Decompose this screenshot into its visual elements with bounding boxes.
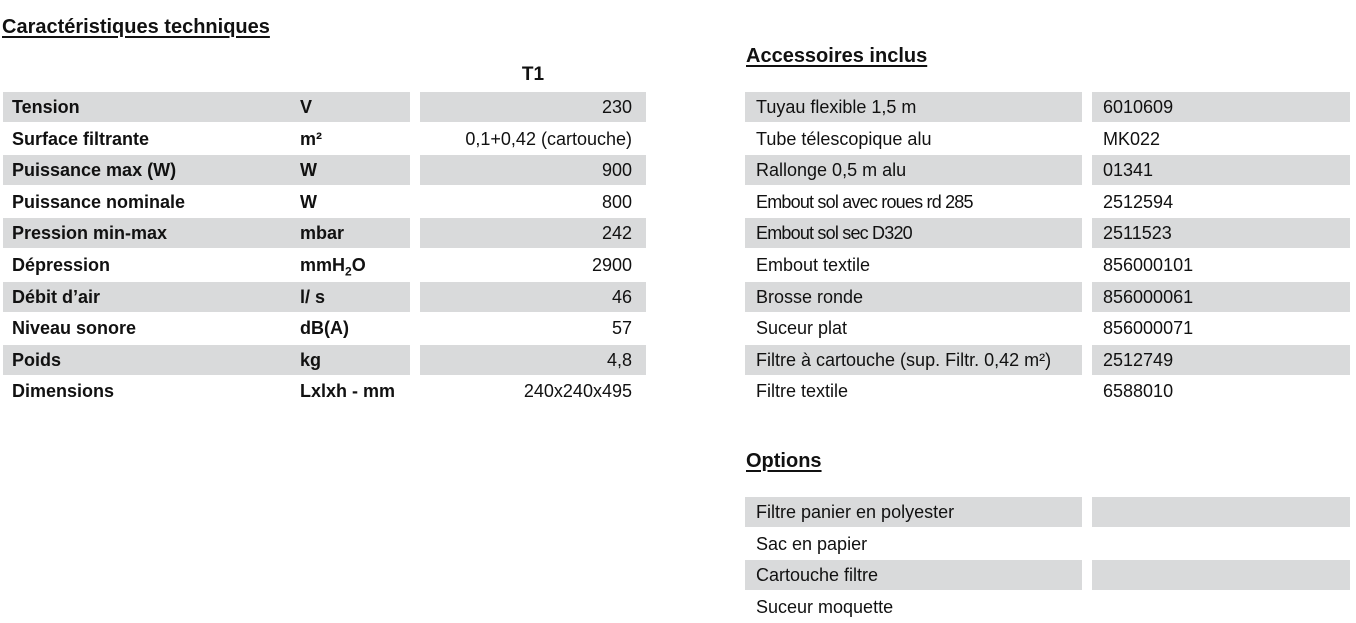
- spec-name: Tension: [3, 92, 410, 122]
- spec-value: 242: [420, 218, 646, 248]
- accessory-code: 856000071: [1103, 318, 1194, 339]
- option-label: Cartouche filtre: [745, 560, 1082, 590]
- accessory-code: 01341: [1092, 155, 1350, 185]
- spec-unit: m²: [300, 128, 322, 149]
- accessories-list: [745, 92, 1350, 408]
- spec-value: 800: [601, 191, 632, 212]
- table-row: [3, 376, 648, 408]
- option-code-empty: [1092, 560, 1350, 590]
- spec-unit: kg: [300, 349, 322, 370]
- option-code-empty: [1092, 497, 1350, 527]
- spec-unit: dB(A): [300, 318, 349, 339]
- spec-value: 900: [420, 155, 646, 185]
- accessory-code: MK022: [1103, 128, 1161, 149]
- options-title: Options: [746, 450, 822, 472]
- table-row: [3, 282, 648, 314]
- spec-name: Débit d’air: [3, 282, 410, 312]
- table-row: [3, 345, 648, 377]
- accessory-code: 6010609: [1092, 92, 1350, 122]
- spec-name: Puissance nominale: [12, 191, 186, 212]
- spec-name: Dimensions: [12, 381, 115, 402]
- list-item: [745, 497, 1350, 529]
- table-row: [3, 313, 648, 345]
- accessory-label: Filtre textile: [756, 381, 849, 402]
- list-item: [745, 155, 1350, 187]
- table-row: [3, 187, 648, 219]
- option-code-empty: [1092, 529, 1350, 559]
- spec-unit: W: [300, 191, 317, 212]
- spec-value: 240x240x495: [523, 381, 632, 402]
- accessory-label: Embout textile: [756, 254, 871, 275]
- accessory-label: Embout sol sec D320: [745, 218, 1082, 248]
- list-item: [745, 529, 1350, 561]
- table-row: [3, 218, 648, 250]
- spec-name: Dépression: [12, 254, 111, 275]
- option-label: Suceur moquette: [756, 596, 894, 617]
- option-label: Sac en papier: [756, 533, 868, 554]
- accessory-code: 2512749: [1092, 345, 1350, 375]
- list-item: [745, 560, 1350, 592]
- tech-specs-table: [3, 92, 648, 408]
- list-item: [745, 218, 1350, 250]
- table-row: [3, 124, 648, 156]
- spec-name: Puissance max (W): [3, 155, 410, 185]
- option-label: Filtre panier en polyester: [745, 497, 1082, 527]
- options-list: [745, 497, 1350, 623]
- list-item: [745, 187, 1350, 219]
- list-item: [745, 345, 1350, 377]
- list-item: [745, 124, 1350, 156]
- list-item: [745, 313, 1350, 345]
- accessory-label: Suceur plat: [756, 318, 848, 339]
- spec-name: Niveau sonore: [12, 318, 137, 339]
- unit-main: mmH: [300, 254, 346, 275]
- spec-value: 57: [611, 318, 632, 339]
- accessory-label: Brosse ronde: [745, 282, 1082, 312]
- model-header: T1: [521, 64, 545, 85]
- spec-value: 2900: [591, 254, 632, 275]
- list-item: [745, 250, 1350, 282]
- accessory-code: 2512594: [1103, 191, 1174, 212]
- accessory-code: 2511523: [1092, 218, 1350, 248]
- spec-value: 230: [420, 92, 646, 122]
- spec-unit: V: [300, 97, 313, 117]
- spec-unit: W: [300, 160, 317, 181]
- accessory-code: 856000061: [1092, 282, 1350, 312]
- spec-value: 0,1+0,42 (cartouche): [465, 128, 632, 149]
- accessory-code: 6588010: [1103, 381, 1174, 402]
- accessory-label: Rallonge 0,5 m alu: [745, 155, 1082, 185]
- spec-unit: l/ s: [300, 286, 326, 307]
- spec-name: Surface filtrante: [12, 128, 150, 149]
- spec-unit: [300, 250, 366, 280]
- spec-name: Pression min-max: [3, 218, 410, 248]
- spec-unit: Lxlxh - mm: [300, 381, 396, 402]
- table-row: [3, 250, 648, 282]
- tech-specs-title: Caractéristiques techniques: [2, 16, 270, 38]
- spec-unit: mbar: [300, 223, 345, 244]
- list-item: [745, 282, 1350, 314]
- accessories-title: Accessoires inclus: [746, 45, 928, 67]
- spec-value: 4,8: [420, 345, 646, 375]
- option-code-empty: [1092, 592, 1350, 622]
- unit-tail: O: [351, 254, 366, 275]
- accessory-label: Filtre à cartouche (sup. Filtr. 0,42 m²): [745, 345, 1082, 375]
- list-item: [745, 92, 1350, 124]
- accessory-label: Tube télescopique alu: [756, 128, 932, 149]
- accessory-code: 856000101: [1103, 254, 1194, 275]
- unit-subscript: 2: [345, 264, 352, 279]
- spec-name: Poids: [3, 345, 410, 375]
- accessory-label: Embout sol avec roues rd 285: [756, 191, 973, 212]
- list-item: [745, 376, 1350, 408]
- accessory-label: Tuyau flexible 1,5 m: [745, 92, 1082, 122]
- list-item: [745, 592, 1350, 623]
- table-row: [3, 92, 648, 124]
- spec-value: 46: [420, 282, 646, 312]
- table-row: [3, 155, 648, 187]
